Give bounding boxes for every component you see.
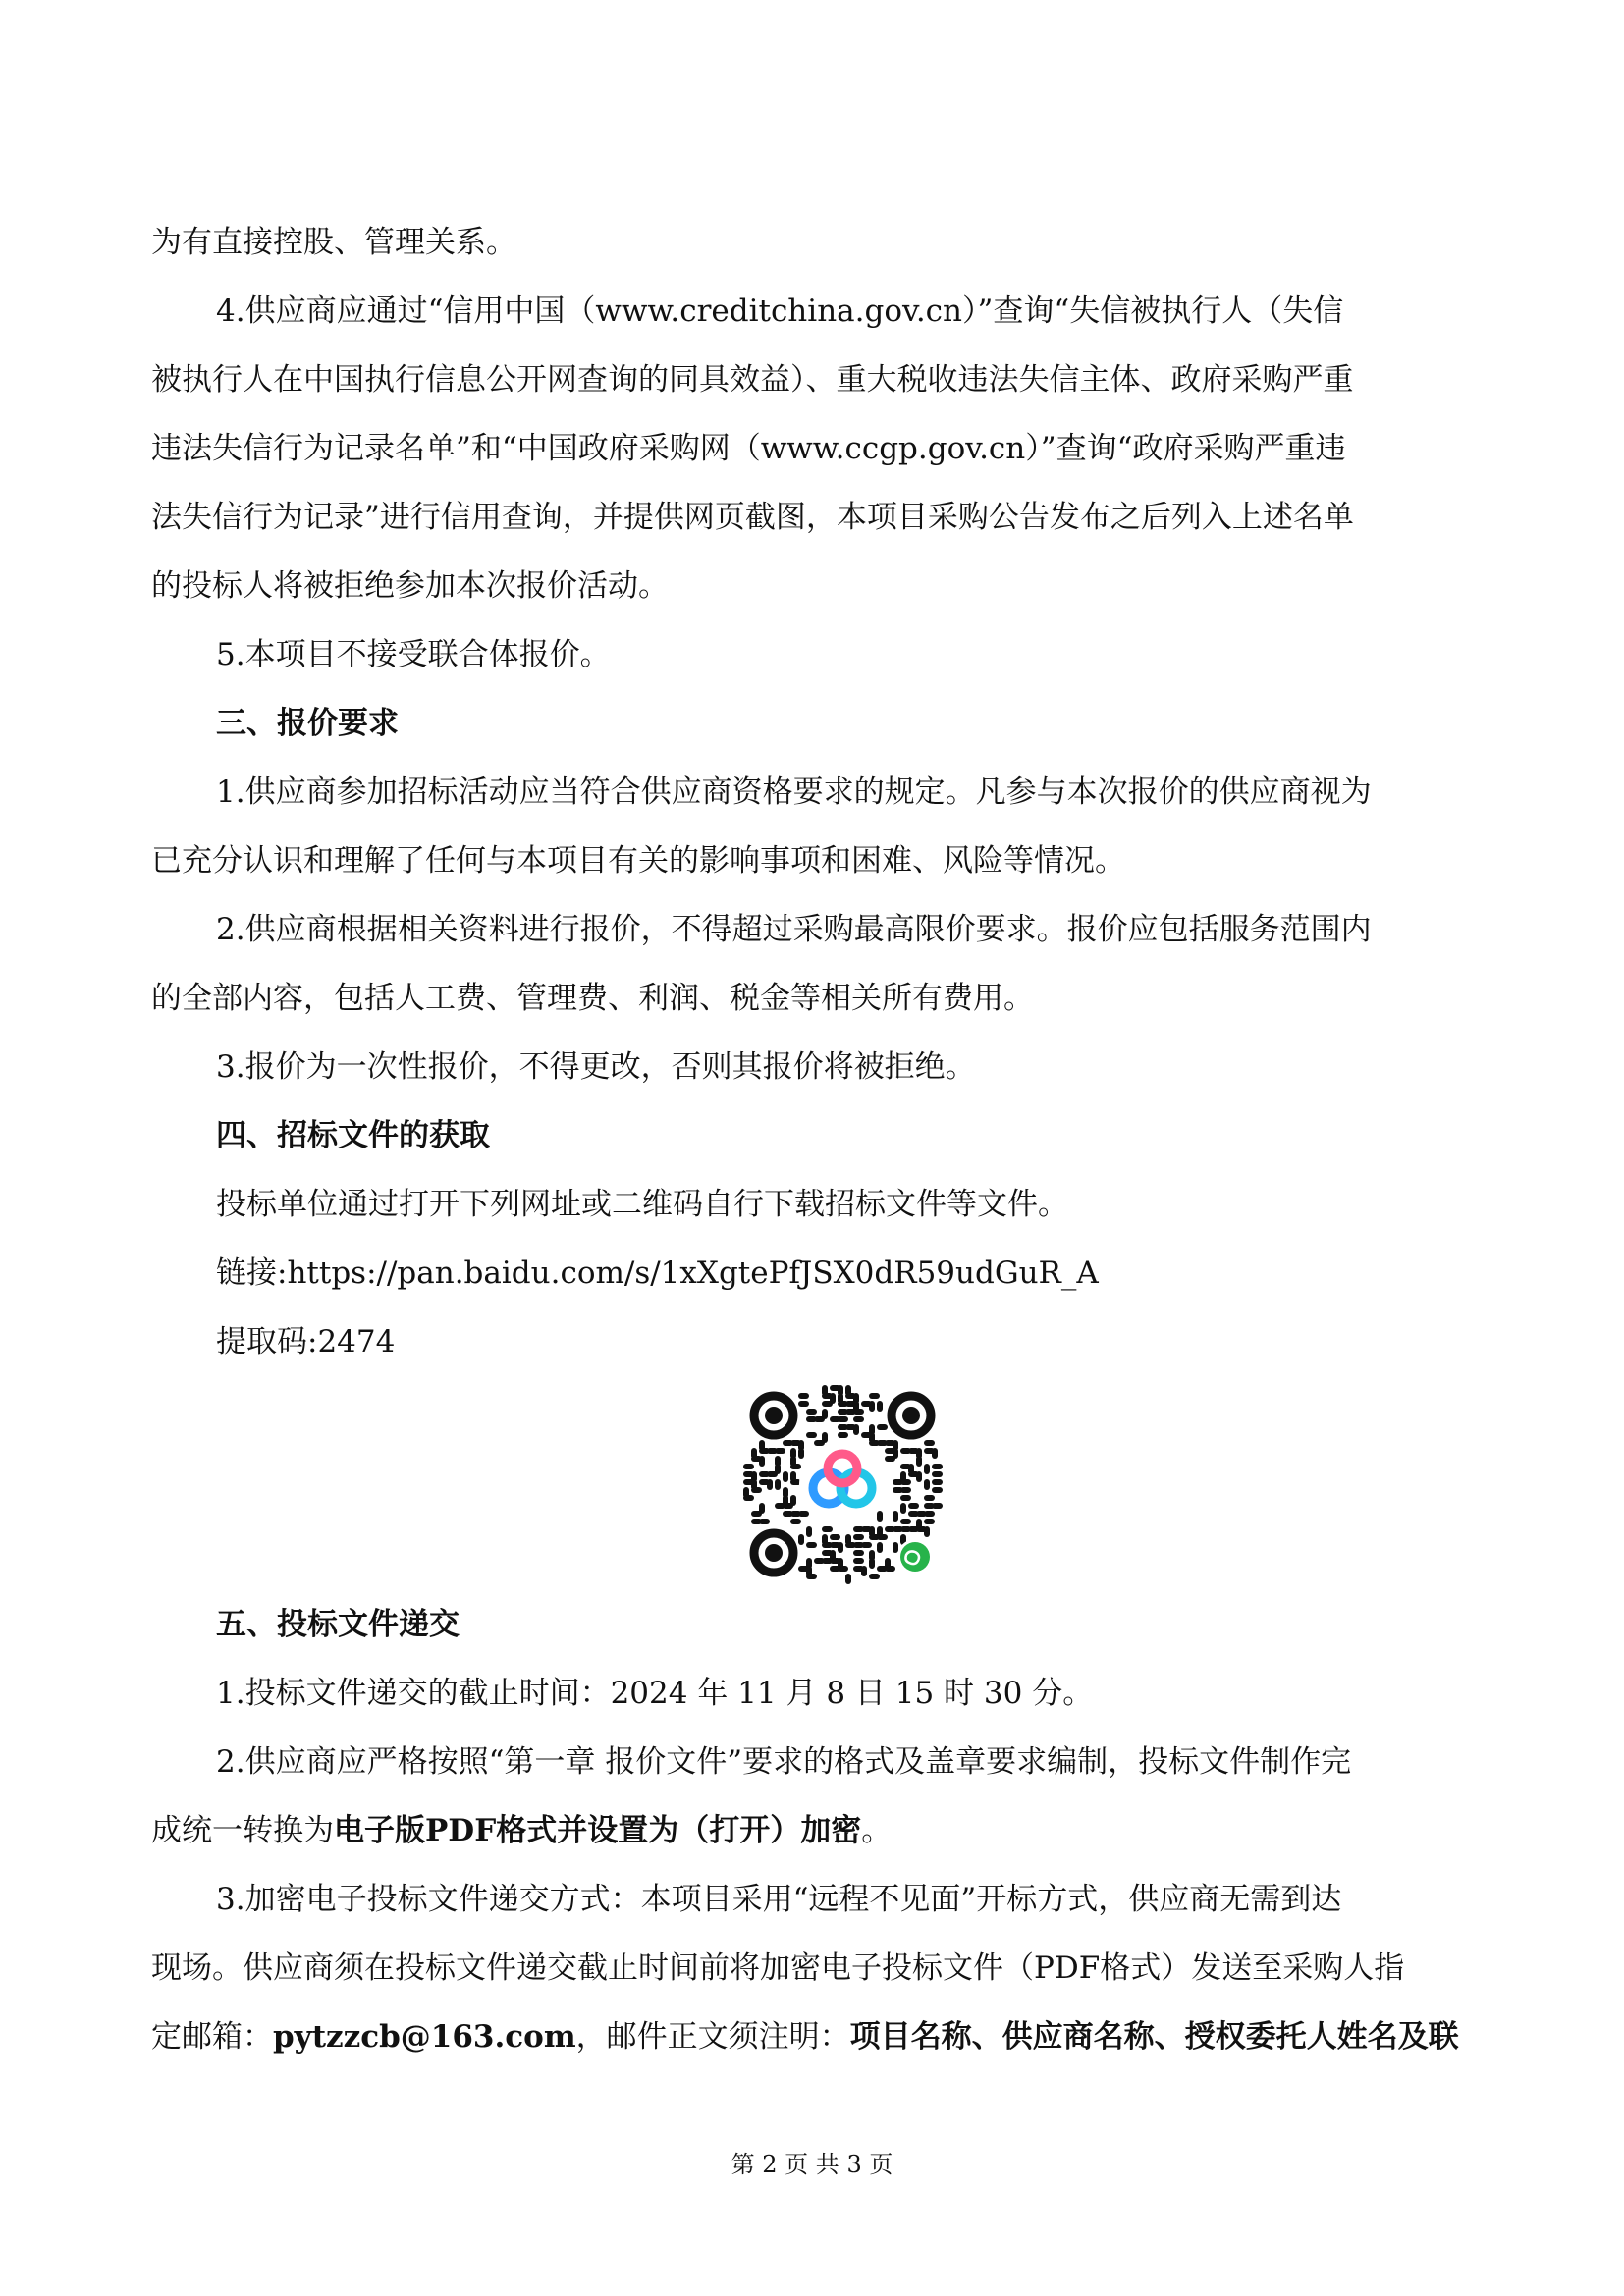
text-run: ，邮件正文须注明： <box>575 2019 850 2055</box>
qr-module <box>798 1448 804 1459</box>
paragraph-line: 违法失信行为记录名单”和“中国政府采购网（www.ccgp.gov.cn）”查询“政府采购严重违 <box>151 431 1346 466</box>
qr-module <box>893 1542 898 1553</box>
qr-module <box>900 1495 911 1501</box>
qr-module <box>924 1495 935 1501</box>
paragraph-line <box>151 2002 1475 2071</box>
qr-module <box>924 1519 935 1524</box>
qr-module <box>924 1464 930 1474</box>
qr-module <box>885 1566 895 1572</box>
email-address-link[interactable]: pytzzcb@163.com <box>273 2019 576 2055</box>
qr-module <box>806 1526 812 1537</box>
qr-module <box>916 1456 922 1467</box>
paragraph-line: 3.报价为一次性报价，不得更改，否则其报价将被拒绝。 <box>216 1049 976 1085</box>
qr-module <box>838 1432 848 1438</box>
qr-module <box>869 1574 880 1579</box>
qr-module <box>877 1542 883 1553</box>
paragraph-line: 法失信行为记录”进行信用查询，并提供网页截图，本项目采购公告发布之后列入上述名单 <box>151 500 1354 535</box>
qr-module <box>806 1409 817 1415</box>
paragraph-line: 被执行人在中国执行信息公开网查询的同具效益）、重大税收违法失信主体、政府采购严重 <box>151 362 1354 398</box>
qr-module <box>814 1440 825 1446</box>
qr-module <box>743 1495 754 1501</box>
paragraph-line: 现场。供应商须在投标文件递交截止时间前将加密电子投标文件（PDF格式）发送至采购人指 <box>151 1950 1405 1986</box>
wechat-mini-program-icon <box>897 1539 933 1575</box>
paragraph-line: 为有直接控股、管理关系。 <box>151 225 516 260</box>
qr-module <box>838 1542 843 1553</box>
qr-module <box>900 1487 911 1493</box>
bold-text-run: 电子版PDF格式并设置为（打开）加密 <box>334 1813 862 1848</box>
qr-module <box>790 1519 801 1524</box>
qr-module <box>900 1479 911 1485</box>
paragraph-line: 2.供应商根据相关资料进行报价，不得超过采购最高限价要求。报价应包括服务范围内 <box>216 912 1372 947</box>
bold-text-run: 项目名称、供应商名称、授权委托人姓名及联 <box>849 2019 1459 2055</box>
qr-module <box>790 1464 801 1469</box>
paragraph-line: 的投标人将被拒绝参加本次报价活动。 <box>151 568 669 604</box>
qr-module <box>806 1432 817 1438</box>
paragraph-line: 1.投标文件递交的截止时间：2024 年 11 月 8 日 15 时 30 分。 <box>216 1676 1094 1711</box>
qr-module <box>932 1479 943 1485</box>
paragraph-line: 5.本项目不接受联合体报价。 <box>216 637 611 672</box>
qr-module <box>924 1440 935 1446</box>
qr-module <box>775 1479 781 1490</box>
qr-module <box>869 1558 875 1569</box>
paragraph-line: 1.供应商参加招标活动应当符合供应商资格要求的规定。凡参与本次报价的供应商视为 <box>216 774 1372 810</box>
qr-module <box>767 1471 778 1477</box>
qr-module <box>751 1487 762 1493</box>
baidu-netdisk-qr-code-icon[interactable] <box>740 1382 945 1586</box>
qr-module <box>783 1471 788 1482</box>
qr-module <box>798 1511 809 1517</box>
qr-module <box>932 1464 943 1469</box>
download-link[interactable]: 链接:https://pan.baidu.com/s/1xXgtePfJSX0dR59udGuR_A <box>216 1255 1099 1291</box>
qr-module <box>869 1401 875 1412</box>
qr-module <box>900 1503 906 1514</box>
paragraph-line: 3.加密电子投标文件递交方式：本项目采用“远程不见面”开标方式，供应商无需到达 <box>216 1882 1342 1917</box>
qr-module <box>838 1566 848 1572</box>
paragraph-line: 4.供应商应通过“信用中国（www.creditchina.gov.cn）”查询“失信被执行人（失信 <box>216 294 1344 329</box>
qr-module <box>885 1456 895 1462</box>
text-run: 。 <box>861 1813 893 1848</box>
qr-module <box>798 1401 809 1407</box>
qr-module <box>900 1519 911 1524</box>
section-heading-5: 五、投标文件递交 <box>216 1607 460 1642</box>
qr-module <box>783 1503 793 1509</box>
qr-module <box>861 1566 867 1576</box>
qr-module <box>924 1526 930 1537</box>
paragraph-line: 2.供应商应严格按照“第一章 报价文件”要求的格式及盖章要求编制，投标文件制作完 <box>216 1744 1352 1780</box>
paragraph-line <box>151 1796 1475 1865</box>
qr-module <box>853 1416 864 1422</box>
qr-module <box>845 1574 851 1584</box>
qr-module <box>893 1511 898 1522</box>
qr-module <box>743 1464 754 1469</box>
qr-block <box>151 1382 1475 1588</box>
paragraph-line: 的全部内容，包括人工费、管理费、利润、税金等相关所有费用。 <box>151 981 1034 1016</box>
qr-module <box>806 1574 817 1579</box>
qr-module <box>775 1448 785 1454</box>
qr-module <box>751 1511 762 1517</box>
qr-module <box>877 1511 883 1522</box>
qr-module <box>767 1479 773 1490</box>
qr-module <box>838 1416 848 1422</box>
qr-module <box>877 1534 888 1540</box>
document-body <box>151 208 1475 2071</box>
qr-module <box>853 1550 864 1556</box>
qr-module <box>908 1503 919 1509</box>
qr-module <box>932 1448 938 1459</box>
section-heading-4: 四、招标文件的获取 <box>216 1118 490 1153</box>
qr-module <box>798 1393 809 1399</box>
paragraph-line: 已充分认识和理解了任何与本项目有关的影响事项和困难、风险等情况。 <box>151 843 1125 879</box>
qr-module <box>877 1424 888 1430</box>
qr-module <box>932 1503 943 1509</box>
qr-module <box>798 1534 804 1545</box>
qr-module <box>822 1401 833 1407</box>
qr-module <box>861 1542 872 1548</box>
text-run: 定邮箱： <box>151 2019 273 2055</box>
page-footer: 第 2 页 共 3 页 <box>731 2151 893 2178</box>
qr-module <box>916 1471 922 1482</box>
qr-module <box>830 1534 840 1540</box>
qr-module <box>759 1519 770 1524</box>
qr-module <box>814 1416 825 1422</box>
qr-module <box>759 1456 765 1467</box>
qr-module <box>869 1393 880 1399</box>
qr-module <box>853 1424 859 1435</box>
qr-module <box>932 1471 943 1477</box>
qr-module <box>932 1487 943 1493</box>
section-heading-3: 三、报价要求 <box>216 706 399 741</box>
qr-module <box>924 1479 930 1490</box>
qr-module <box>853 1409 864 1415</box>
text-run: 成统一转换为 <box>151 1813 334 1848</box>
qr-module <box>853 1534 864 1540</box>
paragraph-line: 投标单位通过打开下列网址或二维码自行下载招标文件等文件。 <box>216 1187 1068 1222</box>
qr-module <box>877 1401 883 1412</box>
qr-module <box>924 1511 935 1517</box>
qr-module <box>806 1542 817 1548</box>
qr-module <box>853 1558 864 1564</box>
extraction-code: 提取码:2474 <box>216 1324 396 1360</box>
qr-module <box>822 1526 833 1532</box>
